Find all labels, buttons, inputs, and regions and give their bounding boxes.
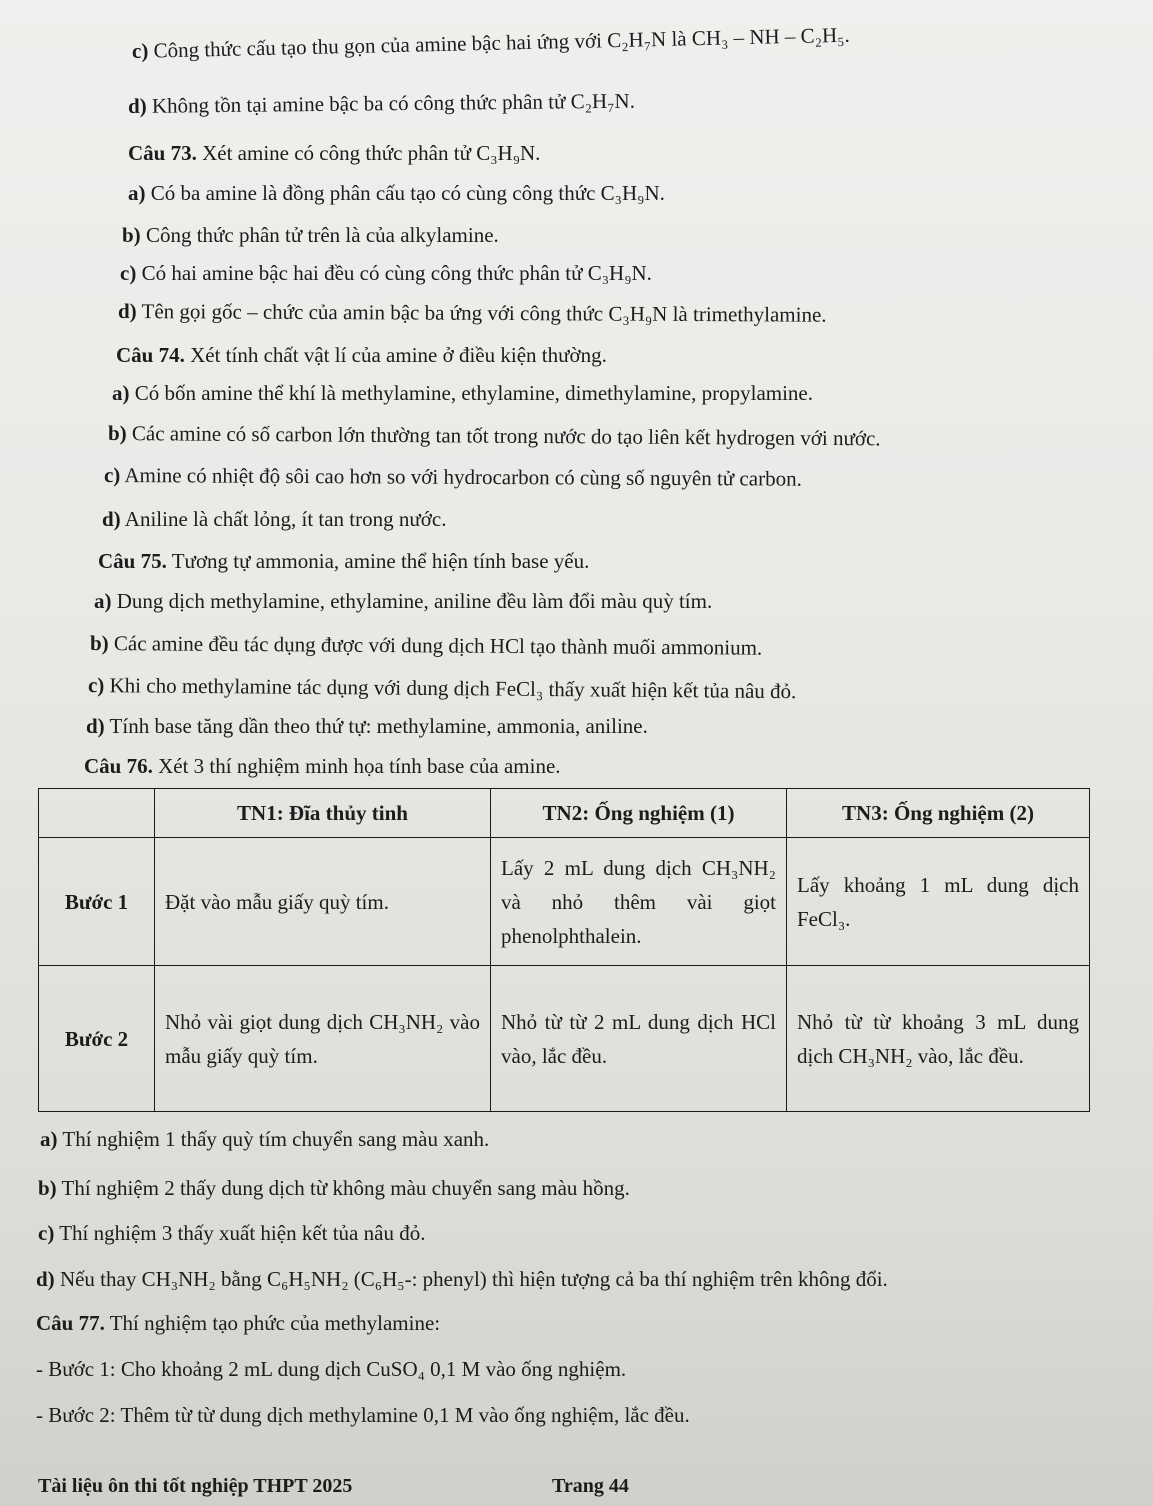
line-b-73 [122, 222, 499, 248]
step-2-77 [36, 1402, 690, 1428]
item-text: Amine có nhiệt độ sôi cao hơn so với hydrocarbon có cùng số nguyên tử carbon. [120, 463, 802, 491]
question-76 [84, 753, 561, 779]
item-text: Thí nghiệm 2 thấy dung dịch từ không màu chuyển sang màu hồng. [56, 1176, 630, 1200]
header-tn3: TN3: Ống nghiệm (2) [787, 789, 1090, 838]
item-text: - Bước 1: Cho khoảng 2 mL dung dịch CuSO₄ 0,1 M vào ống nghiệm. [36, 1357, 627, 1381]
question-77 [36, 1310, 440, 1336]
question-text: Xét amine có công thức phân tử C₃H₉N. [196, 141, 541, 165]
header-empty [39, 789, 155, 838]
question-label: Câu 77. [36, 1311, 105, 1335]
item-text: Thí nghiệm 1 thấy quỳ tím chuyển sang màu xanh. [57, 1127, 490, 1151]
question-74 [116, 342, 607, 368]
item-text: Có hai amine bậc hai đều có cùng công thức phân tử C₃H₉N. [136, 261, 652, 285]
item-label: a) [40, 1127, 58, 1151]
question-label: Câu 75. [98, 549, 167, 573]
question-label: Câu 74. [116, 343, 185, 367]
question-text: Xét 3 thí nghiệm minh họa tính base của amine. [152, 754, 561, 778]
footer-title: Tài liệu ôn thi tốt nghiệp THPT 2025 [38, 1475, 353, 1497]
item-label: b) [38, 1176, 57, 1200]
item-label: d) [86, 714, 105, 738]
line-b-74 [108, 420, 881, 451]
item-label: d) [102, 507, 121, 531]
item-text: Có ba amine là đồng phân cấu tạo có cùng công thức C₃H₉N. [145, 181, 665, 205]
line-c-74 [104, 462, 802, 492]
line-c-75 [88, 672, 797, 704]
question-text: Tương tự ammonia, amine thể hiện tính base yếu. [166, 549, 590, 573]
step-cell: Bước 2 [39, 966, 155, 1112]
item-text: Nếu thay CH₃NH₂ bằng C₆H₅NH₂ (C₆H₅-: phenyl) thì hiện tượng cả ba thí nghiệm trên không đổi. [54, 1267, 888, 1291]
item-text: Khi cho methylamine tác dụng với dung dịch FeCl₃ thấy xuất hiện kết tủa nâu đỏ. [104, 673, 797, 704]
step-1-77 [36, 1356, 626, 1382]
item-text: Aniline là chất lỏng, ít tan trong nước. [120, 507, 447, 531]
header-tn2: TN2: Ống nghiệm (1) [491, 789, 787, 838]
step-cell: Bước 1 [39, 838, 155, 966]
line-c-73 [120, 260, 652, 286]
item-text: Các amine có số carbon lớn thường tan tốt trong nước do tạo liên kết hydrogen với nước. [126, 421, 881, 451]
question-75 [98, 548, 589, 574]
item-label: a) [128, 181, 146, 205]
item-label: c) [103, 463, 121, 488]
item-label: c) [87, 673, 105, 698]
item-label: b) [107, 421, 127, 446]
item-label: d) [127, 93, 147, 118]
line-b-75 [90, 630, 762, 661]
item-text: Thí nghiệm 3 thấy xuất hiện kết tủa nâu đỏ. [54, 1221, 426, 1245]
item-label: c) [131, 38, 149, 63]
header-tn1: TN1: Đĩa thủy tinh [155, 789, 491, 838]
question-text: Thí nghiệm tạo phức của methylamine: [104, 1311, 441, 1335]
tn3-cell: Lấy khoảng 1 mL dung dịch FeCl₃. [787, 838, 1090, 966]
tn3-cell: Nhỏ từ từ khoảng 3 mL dung dịch CH₃NH₂ vào, lắc đều. [787, 966, 1090, 1112]
item-label: d) [117, 299, 137, 324]
tn1-cell: Nhỏ vài giọt dung dịch CH₃NH₂ vào mẫu giấy quỳ tím. [155, 966, 491, 1112]
line-c-72 [132, 22, 850, 64]
line-c-76 [38, 1220, 425, 1246]
tn2-cell: Lấy 2 mL dung dịch CH₃NH₂ và nhỏ thêm vài giọt phenolphthalein. [491, 838, 787, 966]
footer-page-number: Trang 44 [552, 1475, 629, 1497]
line-a-76 [40, 1126, 489, 1152]
item-label: b) [122, 223, 141, 247]
line-a-75 [94, 588, 712, 614]
question-73 [128, 140, 540, 166]
question-text: Xét tính chất vật lí của amine ở điều kiện thường. [184, 343, 607, 367]
item-label: c) [120, 261, 137, 285]
item-text: Công thức phân tử trên là của alkylamine. [140, 223, 499, 247]
line-a-73 [128, 180, 665, 206]
line-d-74 [102, 506, 446, 532]
question-label: Câu 73. [128, 141, 197, 165]
line-b-76 [38, 1175, 630, 1201]
table-row [39, 966, 1090, 1112]
table-header-row [39, 789, 1090, 838]
item-label: a) [112, 381, 130, 405]
item-text: Tính base tăng dần theo thứ tự: methylamine, ammonia, aniline. [104, 714, 648, 738]
line-d-72 [128, 88, 635, 119]
line-d-76 [36, 1266, 888, 1292]
item-text: - Bước 2: Thêm từ từ dung dịch methylamine 0,1 M vào ống nghiệm, lắc đều. [36, 1403, 690, 1427]
line-d-75 [86, 713, 648, 739]
line-a-74 [112, 380, 813, 406]
item-text: Các amine đều tác dụng được với dung dịch HCl tạo thành muối ammonium. [108, 631, 763, 660]
tn1-cell: Đặt vào mẫu giấy quỳ tím. [155, 838, 491, 966]
table-row [39, 838, 1090, 966]
tn2-cell: Nhỏ từ từ 2 mL dung dịch HCl vào, lắc đều. [491, 966, 787, 1112]
item-label: b) [89, 631, 109, 656]
item-text: Không tồn tại amine bậc ba có công thức phân tử C₂H₇N. [146, 88, 636, 118]
item-text: Có bốn amine thể khí là methylamine, ethylamine, dimethylamine, propylamine. [129, 381, 814, 405]
item-label: d) [36, 1267, 55, 1291]
item-text: Công thức cấu tạo thu gọn của amine bậc hai ứng với C₂H₇N là CH₃ – NH – C₂H₅. [148, 22, 850, 63]
line-d-73 [118, 298, 827, 328]
question-label: Câu 76. [84, 754, 153, 778]
item-text: Dung dịch methylamine, ethylamine, aniline đều làm đổi màu quỳ tím. [111, 589, 713, 613]
item-label: a) [94, 589, 112, 613]
item-label: c) [38, 1221, 55, 1245]
experiment-table [38, 788, 1090, 1112]
item-text: Tên gọi gốc – chức của amin bậc ba ứng với công thức C₃H₉N là trimethylamine. [136, 299, 827, 327]
